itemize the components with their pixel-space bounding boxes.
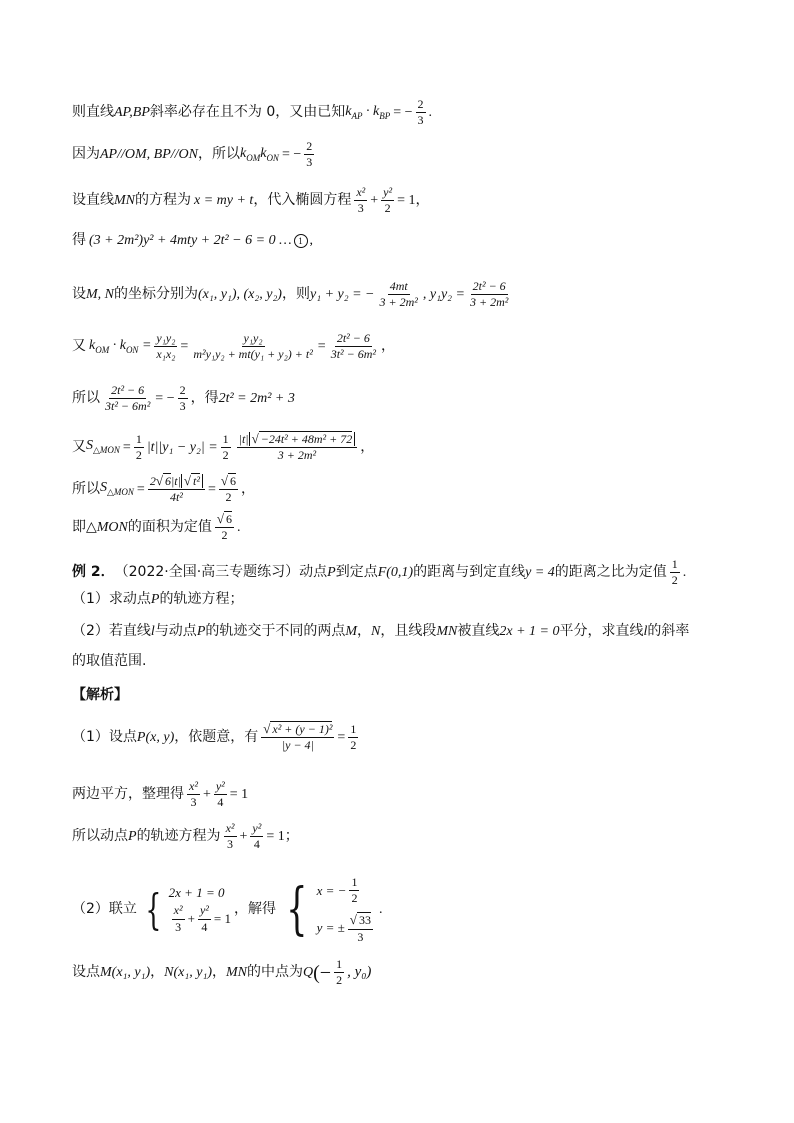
math-inline: (− (313, 961, 332, 984)
fraction-radical: $\frac{√ 6}{2}$ (216, 511, 233, 543)
left-brace-icon: { (286, 876, 308, 942)
math-inline: M, N (86, 286, 114, 302)
analysis-label: 【解析】 (72, 687, 128, 703)
question-1 (72, 592, 734, 607)
text: 两边平方，整理得 (72, 785, 184, 802)
solution-step-2 (72, 780, 734, 809)
fraction: $\frac{1}{2}$ (135, 431, 142, 462)
text: ， (241, 480, 256, 497)
text: ，依题意，有 (174, 728, 259, 745)
text: 平分，求直线 (559, 623, 644, 639)
text-line-2 (72, 140, 734, 169)
math-inline: 2t² = 2m² + 3 (218, 390, 295, 406)
fraction: $\frac{\text{x²}}{3}$ (189, 779, 198, 810)
fraction: $\frac{1}{2}$ (336, 957, 343, 988)
text: . (378, 902, 383, 918)
math-inline: $k_{OM}k_{ON}$ (240, 145, 279, 163)
fraction: $\frac{1}{2}$ (222, 431, 229, 462)
math-eq: = (207, 481, 216, 497)
fraction: $\frac{\text{y₁y₂}}{\text{x₁x₂}}$ (156, 331, 176, 362)
text: 所以动点 (72, 827, 128, 844)
fraction: $\frac{\text{2t² − 6}}{\text{3 + 2m²}}$ (469, 279, 509, 310)
math-inline: P (150, 592, 160, 607)
question-2-cont (72, 654, 734, 669)
math-inline: $k_{OM} \cdot k_{ON}$ = (89, 337, 152, 355)
text: 的轨迹方程； (159, 591, 244, 607)
fraction-radical: $\frac{\text{2√ 6|t| √ t²}}{\text{4t²}}$ (148, 474, 205, 504)
math-inline: 2x + 1 = 0 (499, 624, 560, 639)
example-source: （2022·全国·高三专题练习） (114, 563, 300, 580)
text: 因为 (72, 145, 100, 162)
math-inline: P (327, 564, 336, 580)
math-inline: P (128, 828, 137, 844)
text: 的取值范围. (72, 653, 147, 669)
text: 的方程为 (135, 191, 191, 208)
text: 即 (72, 518, 86, 535)
text: 的中点为 (246, 963, 303, 980)
text: 到定点 (335, 563, 378, 580)
fraction: $\frac{\text{2t² − 6}}{\text{3t² − 6m²}}$ (105, 383, 151, 414)
text: ，得 (190, 389, 219, 406)
math-inline: (x₁, y₁), (x₂, y₂) (198, 286, 282, 302)
text: 与动点 (154, 623, 197, 639)
fraction: $\frac{2}{3}$ (179, 383, 186, 414)
text-line-7 (72, 384, 734, 413)
text: （1）求动点 (72, 591, 151, 607)
math-inline: y = 4 (525, 564, 555, 580)
solution-step-5 (72, 958, 734, 987)
math-inline: P (196, 624, 206, 639)
math-inline: F(0,1) (377, 564, 414, 580)
equation-system (140, 886, 231, 934)
text-line-5 (72, 280, 734, 309)
math-inline: AP//OM, BP//ON (100, 146, 198, 162)
text: ， (360, 438, 375, 455)
solution-step-4 (72, 876, 734, 944)
text: 又 (72, 438, 86, 455)
text: ，所以 (198, 145, 240, 162)
text: 的距离之比为定值 (554, 563, 667, 580)
math-inline: x = − (316, 882, 347, 898)
analysis-heading (72, 688, 734, 703)
text: （2）若直线 (72, 623, 151, 639)
math-inline: , y₀) (347, 964, 372, 981)
text: . (237, 519, 241, 535)
math-eq: = 1， (397, 192, 430, 208)
fraction: $\frac{\text{x²}}{3}$ (225, 821, 235, 852)
text: 的斜率 (647, 623, 690, 639)
text: ，代入椭圆方程 (253, 191, 352, 208)
fraction: $\frac{2}{3}$ (417, 97, 424, 128)
fraction: $\frac{\text{y²}}{4}$ (199, 903, 209, 934)
example-heading (72, 558, 734, 587)
text-line-8 (72, 432, 734, 462)
math-inline: x = my + t (194, 192, 254, 208)
solution-step-1 (72, 722, 734, 752)
text: 所以 (72, 480, 100, 497)
text: ， (357, 623, 372, 639)
text: 动点 (299, 563, 328, 580)
text: 的轨迹方程为 (136, 827, 221, 844)
math-inline: $S_{\triangle MON}$ (86, 438, 120, 456)
fraction: $\frac{\text{y²}}{2}$ (383, 185, 393, 216)
math-eq: = (136, 481, 145, 497)
math-inline: (3 + 2m²)y² + 4mty + 2t² − 6 = 0 … (89, 233, 292, 248)
text-line-9 (72, 474, 734, 504)
text: ，解得 (233, 901, 276, 918)
text-line-1: 则直线 AP,BP 斜率必存在且不为 0，又由已知 $k_{AP} \cdot k_{BP}$ = − $\frac{2}{3}$ . (72, 97, 432, 128)
math-eq: = 1 (213, 910, 231, 926)
math-eq: = 1 (229, 786, 249, 802)
left-brace-icon: { (145, 884, 162, 934)
math-inline: P(x, y) (136, 729, 175, 745)
solution-system (279, 876, 376, 944)
text-line-4 (72, 233, 734, 248)
fraction: $\frac{\text{y₁y₂}}{\text{m²y₁y₂ + mt(y₁ + y₂) + t²}}$ (193, 331, 313, 362)
math-eq: = (337, 729, 346, 745)
math-inline: 2x + 1 = 0 (168, 885, 225, 901)
text: 则直线 (72, 103, 114, 120)
text: . (682, 564, 687, 580)
text: 的面积为定值 (127, 518, 212, 535)
text: ， (211, 963, 226, 980)
fraction: $\frac{2}{3}$ (306, 139, 313, 170)
math-inline: $S_{\triangle MON}$ (100, 480, 134, 498)
text: ， (381, 337, 395, 354)
math-inline: l (150, 624, 155, 639)
math-inline: Q (302, 964, 314, 980)
text: （1）设点 (72, 728, 137, 745)
fraction: $\frac{\text{x²}}{3}$ (173, 903, 183, 934)
text-line-10 (72, 512, 734, 542)
circled-number: 1 (294, 234, 308, 248)
fraction-radical: $\frac{\text{√ x² + (y − 1)²}}{|y - 4|}$ (263, 721, 333, 753)
fraction-radical: $\frac{√ 6}{2}$ (220, 473, 237, 505)
fraction: $\frac{1}{2}$ (671, 557, 678, 588)
math-inline: MN (436, 624, 458, 639)
math-eq: = − (281, 146, 302, 162)
math-inline: N(x₁, y₁) (164, 964, 212, 980)
math-inline: MN (225, 964, 247, 980)
math-eq: + (370, 192, 379, 208)
math-inline: △MON (86, 519, 128, 535)
fraction: $\frac{\text{2t² − 6}}{\text{3t² − 6m²}}$ (330, 331, 376, 362)
fraction: $\frac{\text{y²}}{4}$ (215, 779, 225, 810)
math-eq: = − (155, 390, 175, 406)
math-eq: = 1； (266, 828, 299, 844)
math-inline: MN (114, 192, 135, 208)
text: ， (150, 963, 165, 980)
text: 的轨迹交于不同的两点 (205, 623, 346, 639)
math-eq: = (122, 439, 131, 455)
text: 设 (72, 285, 86, 302)
math-inline: M (345, 624, 358, 639)
fraction: $\frac{1}{2}$ (350, 721, 357, 752)
math-inline: $k_{AP} \cdot k_{BP}$ (345, 103, 391, 121)
math-inline: N (371, 624, 381, 639)
fraction: $\frac{\text{y²}}{4}$ (252, 821, 262, 852)
fraction-radical: $\frac{√ 33}{3}$ (349, 912, 371, 944)
math-eq: + (202, 786, 211, 802)
text: 斜率必存在且不为 0，又由已知 (149, 103, 346, 120)
fraction: $\frac{1}{2}$ (351, 875, 358, 906)
fraction: $\frac{\text{x²}}{3}$ (356, 185, 366, 216)
math-inline: |t||y₁ − y₂| = (146, 439, 218, 455)
math-eq: + (187, 910, 195, 926)
text: ，则 (281, 285, 310, 302)
text: （2）联立 (72, 901, 137, 918)
math-inline: , y₁y₂ = (422, 286, 465, 302)
math-eq: = − (393, 104, 413, 120)
example-label: 例 2． (72, 563, 115, 580)
text: 设点 (72, 963, 100, 980)
math-inline: AP,BP (114, 104, 150, 120)
text: 所以 (72, 389, 100, 406)
text-line-6: 又 $k_{OM} \cdot k_{ON}$ = $\frac{\text{y₁y₂}}{\text{x₁x₂}}$ = $\frac{\text{y₁y₂}}{\text{m²y₁y₂ + mt(y₁ + y₂) + t²}}$ = $\frac{\text{2t² − 6}}{\text{3t² − 6m²}}$ ， (72, 331, 395, 362)
text: 的距离与到定直线 (413, 563, 526, 580)
math-eq: + (239, 828, 248, 844)
text: ，且线段 (380, 623, 437, 639)
math-inline: l (643, 624, 648, 639)
fraction: $\frac{4mt}{\text{3 + 2m²}}$ (379, 279, 418, 310)
text: , (309, 233, 314, 248)
solution-step-3 (72, 822, 734, 851)
text: 的坐标分别为 (114, 285, 198, 302)
text: 得 (72, 232, 86, 248)
text: 设直线 (72, 191, 114, 208)
text: 被直线 (457, 623, 500, 639)
math-inline: y = ± (316, 920, 345, 936)
math-inline: M(x₁, y₁) (100, 964, 151, 980)
question-2 (72, 624, 734, 639)
text: 又 (72, 337, 86, 354)
fraction-radical: $\frac{\text{|t| √ −24t² + 48m² + 72}}{\text{3 + 2m²}}$ (237, 432, 358, 462)
text-line-3 (72, 186, 734, 215)
math-inline: y₁ + y₂ = − (309, 286, 375, 302)
